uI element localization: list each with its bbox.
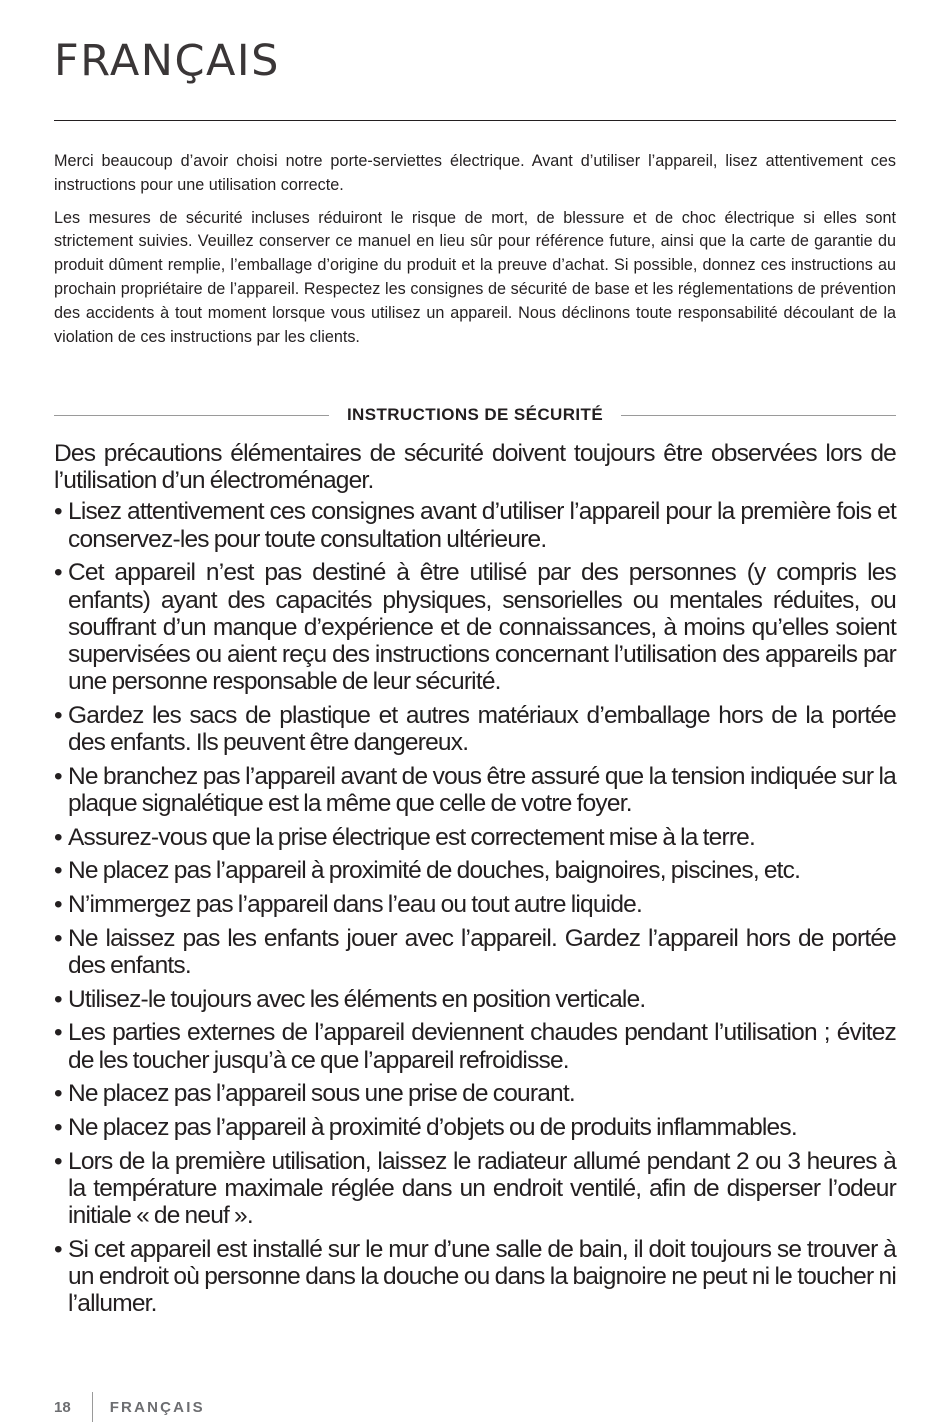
bullet-icon: • — [54, 701, 62, 729]
safety-item — [54, 1148, 896, 1230]
footer-section-name: FRANÇAIS — [109, 1398, 205, 1416]
title-divider — [54, 120, 896, 121]
safety-item — [54, 1236, 896, 1318]
safety-item — [54, 891, 896, 918]
safety-item — [54, 857, 896, 884]
bullet-icon: • — [54, 857, 62, 885]
bullet-icon: • — [54, 1147, 62, 1175]
safety-item — [54, 498, 896, 552]
safety-section-header — [54, 402, 896, 428]
bullet-icon: • — [54, 823, 62, 851]
bullet-icon: • — [54, 1235, 62, 1263]
safety-item-text: Assurez-vous que la prise électrique est correctement mise à la terre. — [68, 823, 756, 851]
safety-list — [54, 498, 896, 1317]
safety-item-text: Ne branchez pas l’appareil avant de vous être assuré que la tension indiquée sur la plaque signalétique est la même que celle de votre foyer. — [68, 762, 896, 817]
safety-instructions — [54, 440, 896, 1324]
page-footer — [54, 1392, 205, 1422]
safety-item — [54, 702, 896, 756]
safety-item — [54, 1080, 896, 1107]
safety-section-title: INSTRUCTIONS DE SÉCURITÉ — [346, 405, 604, 424]
safety-item — [54, 1019, 896, 1073]
page-title: FRANÇAIS — [54, 36, 280, 86]
bullet-icon: • — [54, 1113, 62, 1141]
safety-item-text: Gardez les sacs de plastique et autres matériaux d’emballage hors de la portée des enfants. Ils peuvent être dangereux. — [68, 701, 896, 757]
bullet-icon: • — [54, 762, 62, 790]
safety-item-text: Lisez attentivement ces consignes avant d’utiliser l’appareil pour la première fois et conservez-les pour toute consultation ultérieure. — [68, 498, 896, 553]
safety-item-text: Cet appareil n’est pas destiné à être utilisé par des personnes (y compris les enfants) ayant des capacités physiques, sensorielles ou mentales réduites, ou souffrant d’un manque d’expérience et de connaissances, à moins qu’elles soient supervisées ou aient reçu des instructions concernant l’utilisation des appareils par une personne responsable de leur sécurité. — [68, 559, 896, 696]
manual-page — [54, 0, 896, 1424]
safety-item-text: Utilisez-le toujours avec les éléments en position verticale. — [68, 985, 646, 1013]
bullet-icon: • — [54, 891, 62, 919]
header-rule-left — [54, 415, 329, 416]
safety-item — [54, 986, 896, 1013]
header-rule-right — [621, 415, 896, 416]
intro-section — [54, 150, 896, 358]
safety-item — [54, 1114, 896, 1141]
safety-item-text: Ne placez pas l’appareil à proximité de douches, baignoires, piscines, etc. — [68, 857, 801, 885]
safety-lead-text: Des précautions élémentaires de sécurité doivent toujours être observées lors de l’utilisation d’un électroménager. — [54, 440, 896, 495]
safety-item — [54, 925, 896, 979]
safety-item-text: Lors de la première utilisation, laissez le radiateur allumé pendant 2 ou 3 heures à la température maximale réglée dans un endroit ventilé, afin de disperser l’odeur initiale « de neuf ». — [68, 1147, 896, 1230]
safety-item — [54, 824, 896, 851]
bullet-icon: • — [54, 924, 62, 952]
safety-item-text: Si cet appareil est installé sur le mur d’une salle de bain, il doit toujours se trouver à un endroit où personne dans la douche ou dans la baignoire ne peut ni le toucher ni l’allumer. — [68, 1235, 896, 1318]
bullet-icon: • — [54, 559, 62, 587]
safety-item-text: Les parties externes de l’appareil deviennent chaudes pendant l’utilisation ; évitez de les toucher jusqu’à ce que l’appareil refroidisse. — [68, 1019, 896, 1074]
safety-item-text: N’immergez pas l’appareil dans l’eau ou tout autre liquide. — [68, 891, 642, 919]
safety-item-text: Ne placez pas l’appareil à proximité d’objets ou de produits inflammables. — [68, 1113, 797, 1141]
page-number: 18 — [54, 1398, 71, 1416]
bullet-icon: • — [54, 1019, 62, 1047]
safety-item — [54, 559, 896, 695]
safety-item-text: Ne laissez pas les enfants jouer avec l’appareil. Gardez l’appareil hors de portée des enfants. — [68, 924, 896, 979]
bullet-icon: • — [54, 498, 62, 526]
intro-paragraph-thanks: Merci beaucoup d’avoir choisi notre porte-serviettes électrique. Avant d’utiliser l’appareil, lisez attentivement ces instructions pour une utilisation correcte. — [54, 152, 896, 194]
bullet-icon: • — [54, 1080, 62, 1108]
footer-divider — [92, 1392, 93, 1422]
bullet-icon: • — [54, 985, 62, 1013]
intro-paragraph-safety: Les mesures de sécurité incluses réduiront le risque de mort, de blessure et de choc électrique si elles sont strictement suivies. Veuillez conserver ce manuel en lieu sûr pour référence future, ainsi que la carte de garantie du produit dûment remplie, l’emballage d’origine du produit et la preuve d’achat. Si possible, donnez ces instructions au prochain propriétaire de l’appareil. Respectez les consignes de sécurité de base et les réglementations de prévention des accidents à tout moment lorsque vous utilisez un appareil. Nous déclinons toute responsabilité découlant de la violation de ces instructions par les clients. — [54, 208, 896, 346]
safety-item-text: Ne placez pas l’appareil sous une prise de courant. — [68, 1080, 575, 1108]
safety-item — [54, 763, 896, 817]
